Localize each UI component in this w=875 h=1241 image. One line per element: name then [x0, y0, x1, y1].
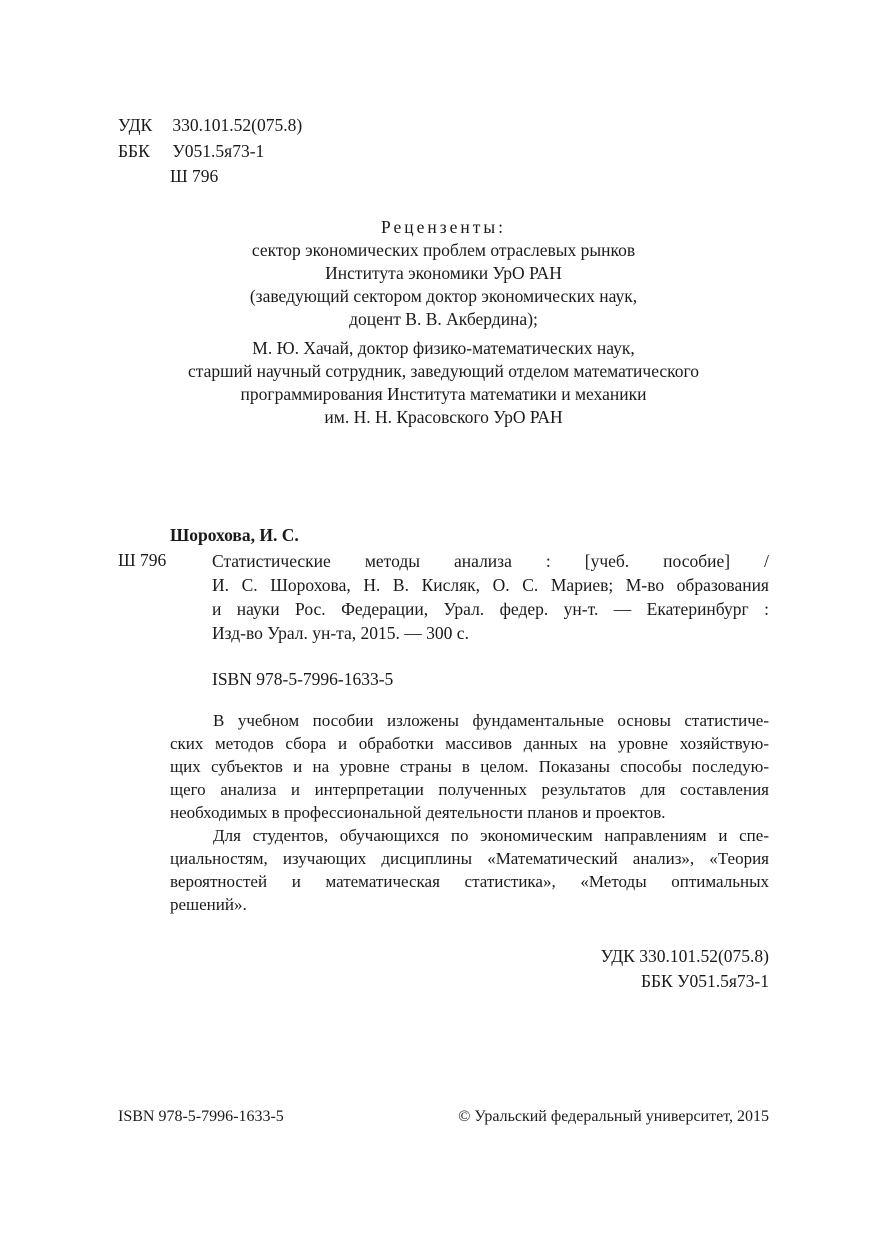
annotation-line: решений». — [170, 895, 247, 914]
record-isbn: ISBN 978-5-7996-1633-5 — [212, 669, 394, 689]
udk-bottom: УДК 330.101.52(075.8) — [600, 946, 769, 966]
bibliographic-description — [212, 549, 769, 645]
annotation-line: щих субъектов и на уровне страны в целом. Показаны способы последую- — [170, 757, 769, 776]
reviewer-org-line: (заведующий сектором доктор экономических наук, — [249, 286, 638, 306]
record-code: Ш 796 — [118, 550, 167, 570]
annotation-line: Для студентов, обучающихся по экономическим направлениям и спе- — [213, 826, 769, 845]
reviewer-person-line: им. Н. Н. Красовского УрО РАН — [324, 407, 563, 427]
reviewers-block — [118, 216, 769, 429]
udk-value: 330.101.52(075.8) — [172, 115, 303, 135]
annotation-line: циальностям, изучающих дисциплины «Математический анализ», «Теория — [170, 849, 769, 868]
annotation-line: щего анализа и интерпретации полученных результатов для составления — [170, 780, 769, 799]
annotation-line: В учебном пособии изложены фундаментальные основы статистиче- — [213, 711, 769, 730]
reviewer-org-line: доцент В. В. Акбердина); — [349, 309, 538, 329]
annotation-line: вероятностей и математическая статистика», «Методы оптимальных — [170, 872, 769, 891]
annotation — [170, 709, 769, 916]
biblio-line: И. С. Шорохова, Н. В. Кисляк, О. С. Мариев; М-во образования — [212, 575, 769, 595]
annotation-line: необходимых в профессиональной деятельности планов и проектов. — [170, 803, 666, 822]
biblio-line: Изд-во Урал. ун-та, 2015. — 300 с. — [212, 623, 469, 643]
reviewer-org-line: Института экономики УрО РАН — [325, 263, 562, 283]
bbk-top — [118, 140, 264, 163]
biblio-line: Статистические методы анализа : [учеб. пособие] / — [212, 551, 769, 571]
footer-isbn: ISBN 978-5-7996-1633-5 — [118, 1108, 284, 1125]
bbk-bottom: ББК У051.5я73-1 — [640, 971, 769, 991]
reviewer-org-line: сектор экономических проблем отраслевых рынков — [251, 240, 636, 260]
record-author: Шорохова, И. С. — [170, 525, 299, 545]
reviewer-person-line: старший научный сотрудник, заведующий отделом математического — [187, 361, 700, 381]
author-sign-top: Ш 796 — [170, 166, 219, 186]
reviewers-title: Рецензенты: — [380, 217, 507, 237]
bbk-value: У051.5я73-1 — [172, 141, 265, 161]
udk-top — [118, 114, 302, 137]
footer-copyright: © Уральский федеральный университет, 2015 — [458, 1108, 769, 1125]
bbk-label: ББК — [118, 141, 150, 161]
udk-label: УДК — [118, 115, 153, 135]
annotation-line: ских методов сбора и обработки массивов данных на уровне хозяйствую- — [170, 734, 769, 753]
biblio-line: и науки Рос. Федерации, Урал. федер. ун-т. — Екатеринбург : — [212, 599, 769, 619]
reviewer-person-line: М. Ю. Хачай, доктор физико-математических наук, — [252, 338, 635, 358]
reviewer-person-line: программирования Института математики и механики — [240, 384, 647, 404]
